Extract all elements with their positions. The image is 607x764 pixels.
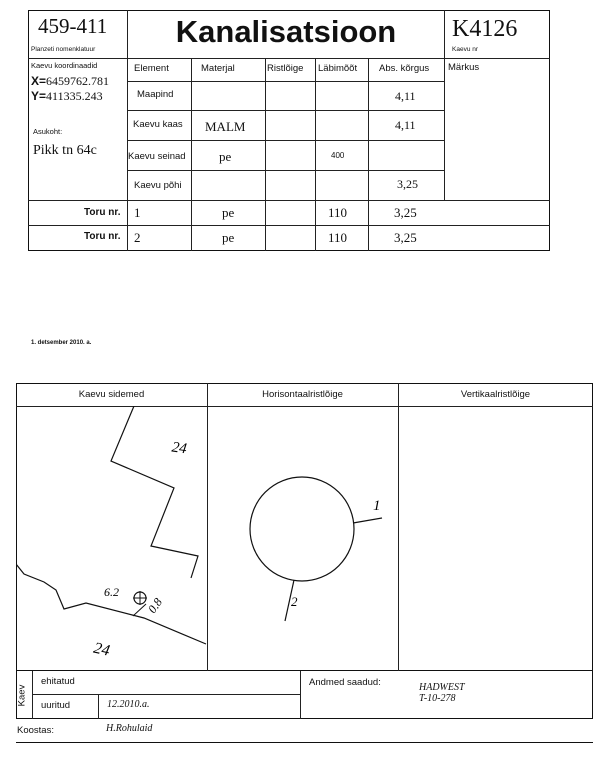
row-diameter: 400 [331,151,345,160]
sketch-dimension-label: 24 [92,639,112,660]
document-date: 1. detsember 2010. a. [31,340,92,346]
row-element: Kaevu põhi [134,180,182,191]
y-coordinate [31,89,103,104]
table-row-line [127,170,444,171]
pipe-number-label: 1 [373,498,381,514]
footer-mid-line [300,671,301,719]
location-label: Asukoht: [33,127,63,136]
footer-side-label: Kaev [16,684,28,707]
table-col-line [315,58,316,251]
header-divider [28,58,550,59]
well-links-sketch [16,406,207,671]
building-outline [16,564,206,644]
footer-frame [16,671,593,719]
col-well-links: Kaevu sidemed [78,389,145,400]
footer-value-line [98,694,99,719]
col-vertical-section: Vertikaalristlõige [460,389,531,400]
row-element: Kaevu kaas [133,119,183,130]
table-col-line [368,58,369,251]
drawing-col-line [398,383,399,671]
sketch-dimension-label: 6.2 [104,585,119,599]
row-abs-height: 4,11 [395,118,416,132]
y-label: Y= [31,89,47,103]
row-abs-height: 4,11 [395,89,416,103]
author-value: H.Rohulaid [106,723,153,734]
surveyed-label: uuritud [41,700,71,711]
coords-label: Kaevu koordinaadid [31,61,98,70]
footer-row-line [32,694,300,695]
table-row-line [28,200,550,201]
header-remarks: Märkus [448,62,480,73]
location-value: Pikk tn 64c [33,143,97,158]
table-col-line [191,58,192,251]
sketch-dimension-label: 0.8 [144,595,166,616]
nomenclature-label: Planzeti nomenklatuur [31,46,96,53]
pipe-material: pe [222,205,235,220]
header-diameter: Läbimõõt [318,63,358,74]
table-row-line [127,140,444,141]
table-row-line [28,225,550,226]
row-material: MALM [205,119,246,134]
row-abs-height: 3,25 [397,177,418,191]
table-col-line [265,58,266,251]
data-source-label: Andmed saadud: [309,677,381,688]
pipe-material: pe [222,230,235,245]
pipe-number: 1 [134,205,141,220]
header-material: Materjal [201,63,235,74]
remarks-divider [444,10,445,200]
footer-side-line [32,671,33,719]
row-element: Maapind [137,89,174,100]
x-value: 6459762.781 [46,74,110,88]
well-number-label: Kaevu nr [452,46,479,53]
building-outline [111,406,198,578]
data-source-code: T-10-278 [419,693,456,704]
horizontal-section-sketch [207,406,398,671]
header-cross-section: Ristlõige [267,63,304,74]
pipe-abs-height: 3,25 [394,205,417,220]
pipe-abs-height: 3,25 [394,230,417,245]
header-abs-height: Abs. kõrgus [379,63,430,74]
pipe-label: Toru nr. [84,207,121,218]
nomenclature-value: 459-411 [38,14,108,38]
page-title: Kanalisatsioon [175,14,397,49]
author-line [16,742,593,743]
pipe-number: 2 [134,230,141,245]
x-label: X= [31,74,47,88]
pipe-diameter: 110 [328,205,348,220]
row-material: pe [219,149,232,164]
author-label: Koostas: [17,725,54,736]
header-element: Element [134,63,169,74]
row-element: Kaevu seinad [128,151,186,162]
surveyed-value: 12.2010.a. [107,699,150,710]
pipe-diameter: 110 [328,230,348,245]
sketch-dimension-label: 24 [170,439,188,458]
pipe-line [353,518,382,523]
built-label: ehitatud [41,676,75,687]
table-row-line [127,110,444,111]
pipe-number-label: 2 [291,594,298,609]
x-coordinate [31,74,109,89]
table-header-line [127,81,444,82]
well-cross-section [250,477,354,581]
y-value: 411335.243 [46,89,103,103]
data-source-value: HADWEST [419,682,465,693]
well-number-value: K4126 [452,16,518,42]
pipe-label: Toru nr. [84,231,121,242]
col-horizontal-section: Horisontaalristlõige [262,389,343,400]
